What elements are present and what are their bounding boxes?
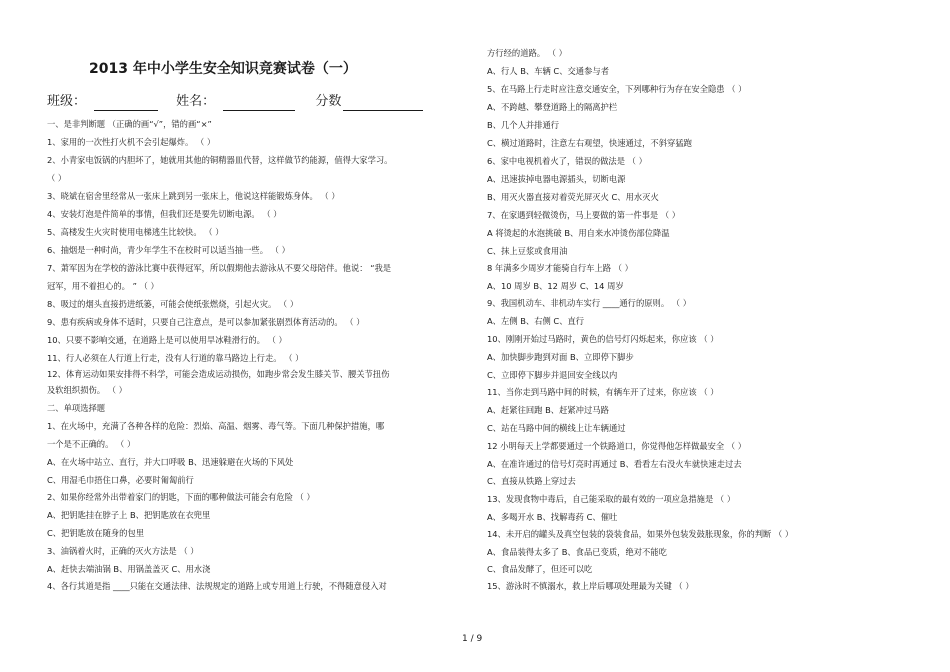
question-line: 4、各行其道是指 ____只能在交通法律、法规规定的道路上或专用道上行驶，不得随意侵入对 [47, 581, 387, 591]
question-line: 12、体育运动如果安排得不科学，可能会造成运动损伤，如跑步常会发生膝关节、腰关节扭伤 [47, 369, 390, 379]
class-label: 班级： [47, 94, 87, 109]
question-line: A、行人 B、车辆 C、交通参与者 [487, 66, 609, 76]
question-line: C、把钥匙放在随身的包里 [47, 528, 145, 538]
page-title: 2013 年中小学生安全知识竞赛试卷（一） [89, 61, 357, 77]
question-line: 13、发现食物中毒后，自己能采取的最有效的一项应急措施是 （ ） [487, 494, 736, 504]
question-line: 3、油锅着火时，正确的灭火方法是 （ ） [47, 546, 199, 556]
question-line: C、用湿毛巾捂住口鼻，必要时匍匐前行 [47, 475, 194, 485]
question-line: A 将烫起的水泡挑破 B、用自来水冲烫伤部位降温 [487, 228, 670, 238]
question-line: A、多喝开水 B、找解毒药 C、催吐 [487, 512, 618, 522]
question-line: 14、未开启的罐头及真空包装的袋装食品，如果外包装发鼓胀现象，你的判断 （ ） [487, 529, 794, 539]
question-line: （ ） [47, 173, 67, 183]
score-blank[interactable] [343, 96, 423, 111]
question-line: 12 小明每天上学都要通过一个铁路道口，你觉得他怎样做最安全 （ ） [487, 441, 747, 451]
page-number: 1 / 9 [462, 634, 483, 644]
question-line: 2、如果你经常外出带着家门的钥匙，下面的哪种做法可能会有危险 （ ） [47, 492, 315, 502]
question-line: 冠军，用不着担心的。 ” （ ） [47, 281, 159, 291]
question-line: 9、我国机动车、非机动车实行 ____通行的原则。 （ ） [487, 298, 692, 308]
question-line: A、把钥匙挂在脖子上 B、把钥匙放在衣兜里 [47, 510, 211, 520]
question-line: 11、当你走到马路中间的时候，有辆车开了过来，你应该 （ ） [487, 387, 719, 397]
class-blank[interactable] [94, 96, 158, 111]
question-line: 1、家用的一次性打火机不会引起爆炸。 （ ） [47, 137, 216, 147]
question-line: 一、是非判断题 （正确的画“√”，错的画“×” [47, 119, 212, 129]
question-line: 5、高楼发生火灾时使用电梯逃生比较快。 （ ） [47, 227, 224, 237]
question-line: 15、游泳时不慎溺水，救上岸后哪项处理最为关键 （ ） [487, 581, 694, 591]
question-line: C、横过道路时，注意左右观望，快速通过，不斜穿猛跑 [487, 138, 692, 148]
question-line: 5、在马路上行走时应注意交通安全，下列哪种行为存在安全隐患 （ ） [487, 84, 747, 94]
question-line: B、用灭火器直接对着荧光屏灭火 C、用水灭火 [487, 192, 659, 202]
question-line: 3、晓斌在宿舍里经常从一张床上跳到另一张床上，他说这样能锻炼身体。 （ ） [47, 191, 340, 201]
question-line: 9、患有疾病或身体不适时，只要自己注意点，是可以参加紧张剧烈体育活动的。 （ ） [47, 317, 365, 327]
question-line: 2、小青家电饭锅的内胆坏了，她就用其他的铜精器皿代替，这样做节约能源，值得大家学习。 [47, 155, 393, 165]
question-line: 10、刚刚开始过马路时，黄色的信号灯闪烁起来，你应该 （ ） [487, 334, 719, 344]
question-line: 8、吸过的烟头直接扔进纸篓，可能会使纸张燃烧，引起火灾。 （ ） [47, 299, 299, 309]
question-line: 11、行人必须在人行道上行走，没有人行道的靠马路边上行走。 （ ） [47, 353, 304, 363]
question-line: A、赶紧往回跑 B、赶紧冲过马路 [487, 405, 609, 415]
name-label: 姓名： [176, 94, 216, 109]
question-line: 二、单项选择题 [47, 403, 106, 413]
question-line: 4、安装灯泡是件简单的事情，但我们还是要先切断电源。 （ ） [47, 209, 282, 219]
question-line: A、左侧 B、右侧 C、直行 [487, 316, 585, 326]
question-line: A、10 周岁 B、12 周岁 C、14 周岁 [487, 281, 624, 291]
question-line: 方行经的道路。 （ ） [487, 48, 567, 58]
question-line: A、在准许通过的信号灯亮时再通过 B、看看左右没火车就快速走过去 [487, 459, 742, 469]
question-line: 6、家中电视机着火了，错误的做法是 （ ） [487, 156, 647, 166]
question-line: A、在火场中站立、直行，并大口呼吸 B、迅速躲避在火场的下风处 [47, 457, 294, 467]
question-line: 1、在火场中，充满了各种各样的危险：烈焰、高温、烟雾、毒气等。下面几种保护措施，哪 [47, 421, 385, 431]
question-line: A、加快脚步跑到对面 B、立即停下脚步 [487, 352, 634, 362]
question-line: 7、在家遇到轻微烫伤，马上要做的第一件事是 （ ） [487, 210, 681, 220]
question-line: A、迅速拔掉电器电源插头，切断电源 [487, 174, 626, 184]
question-line: C、食品发酵了，但还可以吃 [487, 564, 593, 574]
question-line: C、立即停下脚步并退回安全线以内 [487, 370, 618, 380]
question-line: 8 年满多少周岁才能骑自行车上路 （ ） [487, 263, 633, 273]
question-line: B、几个人并排通行 [487, 120, 560, 130]
question-line: 6、抽烟是一种时尚，青少年学生不在校时可以适当抽一些。 （ ） [47, 245, 290, 255]
question-line: 及软组织损伤。 （ ） [47, 385, 127, 395]
question-line: C、抹上豆浆或食用油 [487, 246, 568, 256]
question-line: C、直接从铁路上穿过去 [487, 476, 576, 486]
question-line: C、站在马路中间的横线上让车辆通过 [487, 423, 626, 433]
score-label: 分数 [315, 94, 342, 109]
question-line: 7、萧军因为在学校的游泳比赛中获得冠军，所以假期他去游泳从不要父母陪伴。他说： “我是 [47, 263, 392, 273]
question-line: A、赶快去端油锅 B、用锅盖盖灭 C、用水浇 [47, 564, 211, 574]
name-blank[interactable] [223, 96, 295, 111]
question-line: 10、只要不影响交通，在道路上是可以使用旱冰鞋滑行的。 （ ） [47, 335, 287, 345]
question-line: 一个是不正确的。 （ ） [47, 439, 136, 449]
question-line: A、食品装得太多了 B、食品已变质，绝对不能吃 [487, 547, 667, 557]
question-line: A、不跨越、攀登道路上的隔离护栏 [487, 102, 618, 112]
student-info-header [47, 93, 423, 111]
